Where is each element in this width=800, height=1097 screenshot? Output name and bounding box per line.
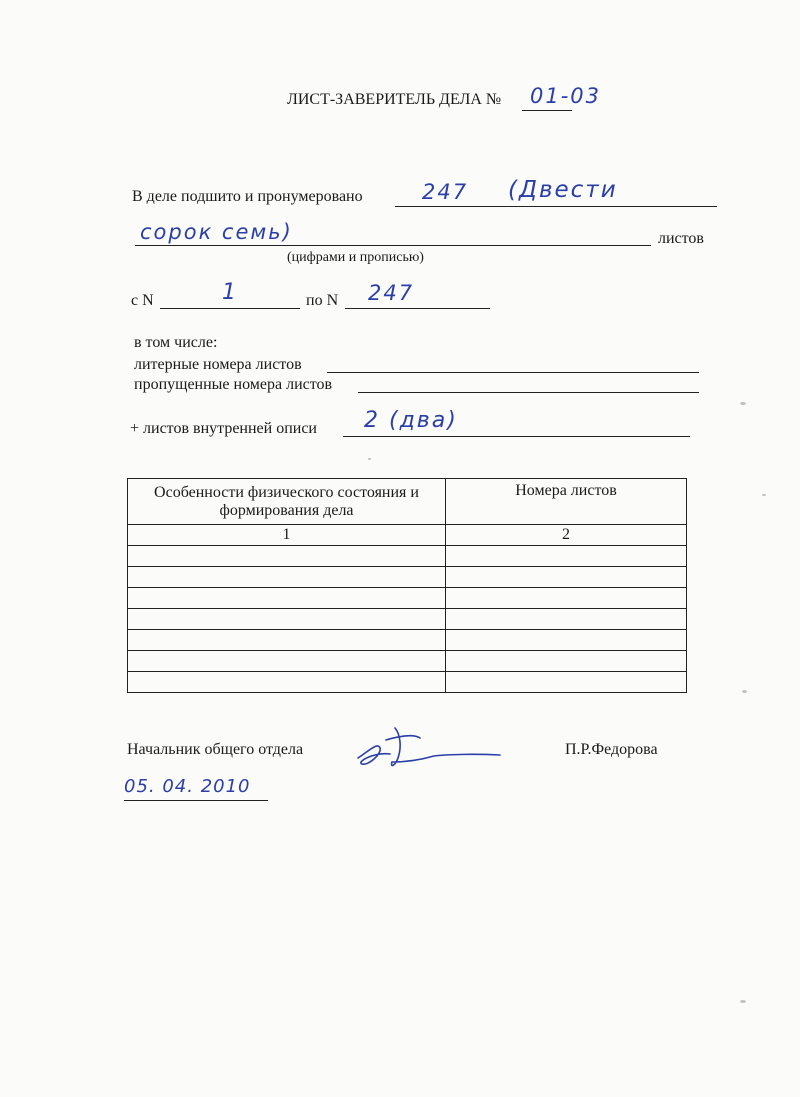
table-numbering-row [128, 525, 687, 546]
sewn-label: В деле подшито и пронумеровано [132, 188, 363, 205]
table-numbering-cell: 2 [446, 525, 687, 546]
signature-scribble [350, 722, 505, 774]
table-numbering-cell: 1 [128, 525, 446, 546]
sewn-line-2 [135, 245, 651, 246]
inventory-line [343, 436, 690, 437]
condition-table [127, 478, 687, 693]
signature-name: П.Р.Федорова [565, 741, 658, 758]
scan-speck [740, 1000, 746, 1003]
range-from-value: 1 [222, 280, 238, 305]
table-row [128, 609, 687, 630]
signature-date: 05. 04. 2010 [124, 776, 251, 797]
letter-pages-label: литерные номера листов [134, 356, 302, 373]
range-to-label: по N [306, 292, 339, 309]
document-title [287, 91, 501, 109]
table-header-pages: Номера листов [446, 479, 687, 525]
signature-position: Начальник общего отдела [127, 741, 304, 758]
table-row [128, 567, 687, 588]
table-row [128, 672, 687, 693]
sewn-line-1 [395, 206, 717, 207]
inventory-label: + листов внутренней описи [130, 420, 317, 437]
table-row [128, 651, 687, 672]
table-row [128, 630, 687, 651]
sewn-count-words-1: (Двести [508, 177, 618, 203]
including-label: в том числе: [134, 334, 218, 351]
table-row [128, 546, 687, 567]
sewn-hint: (цифрами и прописью) [287, 250, 424, 265]
range-to-line [345, 308, 490, 309]
missing-pages-line [358, 392, 699, 393]
sewn-unit: листов [658, 230, 704, 247]
letter-pages-line [327, 372, 699, 373]
range-from-label: с N [131, 292, 154, 309]
signature-date-line [124, 800, 268, 801]
scan-speck [762, 494, 766, 496]
case-number: 01-03 [530, 84, 602, 108]
scan-speck [740, 402, 746, 405]
table-header-condition: Особенности физического состояния и формирования дела [128, 479, 446, 525]
table-row [128, 588, 687, 609]
scan-speck [368, 458, 371, 460]
missing-pages-label: пропущенные номера листов [134, 376, 333, 393]
range-from-line [160, 308, 300, 309]
sewn-count-digits: 247 [422, 180, 469, 204]
case-number-line [522, 110, 572, 111]
title-label: ЛИСТ-ЗАВЕРИТЕЛЬ ДЕЛА № [287, 91, 502, 108]
scan-speck [742, 690, 747, 693]
table-header-row [128, 479, 687, 525]
inventory-value: 2 (два) [364, 408, 458, 433]
sewn-count-words-2: сорок семь) [140, 220, 293, 244]
range-to-value: 247 [368, 281, 415, 305]
